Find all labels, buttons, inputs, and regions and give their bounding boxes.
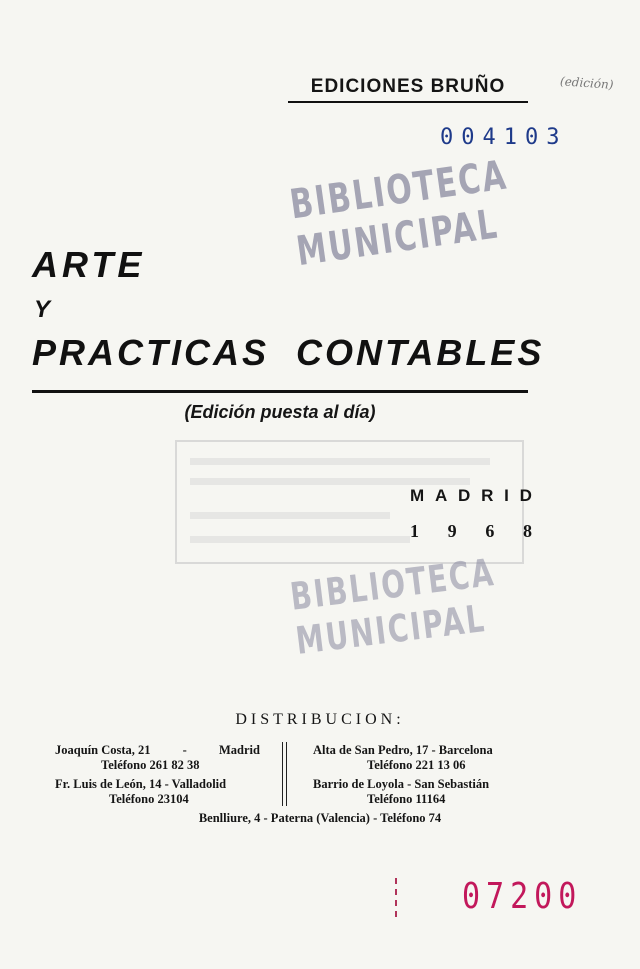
address-phone: Teléfono 23104	[109, 792, 189, 806]
distribution-heading: DISTRIBUCION:	[235, 711, 405, 728]
address-street: Fr. Luis de León, 14 - Valladolid	[55, 777, 227, 791]
title-line-3: PRACTICAS CONTABLES	[32, 332, 545, 373]
publication-year	[410, 521, 532, 542]
place-letter: R	[481, 486, 494, 505]
library-stamp-second: BIBLIOTECA MUNICIPAL	[287, 549, 498, 664]
column-divider	[282, 742, 283, 806]
pencil-mark	[395, 878, 397, 918]
address-dash: -	[182, 743, 187, 757]
place-letter: A	[434, 486, 448, 505]
faded-stamp-line	[190, 458, 490, 465]
address-city: Madrid	[219, 743, 260, 757]
address-san-sebastian	[313, 777, 513, 807]
address-barcelona	[313, 743, 513, 773]
column-divider	[286, 742, 287, 806]
address-madrid	[55, 743, 260, 773]
address-phone: Teléfono 11164	[367, 792, 446, 806]
handwritten-note: (edición)	[559, 74, 614, 92]
title-line-2: Y	[34, 296, 51, 323]
place-letter: M	[410, 486, 425, 505]
place-letter: D	[458, 486, 471, 505]
address-street: Alta de San Pedro, 17 - Barcelona	[313, 743, 493, 757]
address-valladolid	[55, 777, 260, 807]
publisher-name: EDICIONES BRUÑO	[310, 76, 506, 97]
address-street: Barrio de Loyola - San Sebastián	[313, 777, 490, 791]
address-paterna: Benlliure, 4 - Paterna (Valencia) - Teléfono 74	[198, 811, 442, 825]
place-letter: I	[504, 486, 509, 505]
faded-stamp-line	[190, 478, 470, 485]
faded-stamp-line	[190, 512, 390, 519]
publisher-underline	[288, 101, 528, 103]
address-phone: Teléfono 221 13 06	[367, 758, 466, 772]
library-stamp: BIBLIOTECA MUNICIPAL	[287, 151, 511, 277]
year-digit: 9	[447, 521, 457, 541]
year-digit: 1	[410, 521, 419, 541]
registry-number-stamp: 004103	[440, 125, 568, 150]
title-rule	[32, 390, 528, 393]
publication-place	[410, 486, 532, 506]
title-line-1: ARTE	[32, 244, 146, 285]
year-digit: 8	[522, 521, 532, 541]
faded-stamp-line	[190, 536, 410, 543]
place-letter: D	[519, 486, 532, 505]
address-phone: Teléfono 261 82 38	[101, 758, 200, 772]
year-digit: 6	[485, 521, 495, 541]
inventory-number-stamp: 07200	[462, 875, 583, 918]
address-street: Joaquín Costa, 21	[55, 743, 151, 757]
edition-subtitle: (Edición puesta al día)	[184, 402, 376, 422]
